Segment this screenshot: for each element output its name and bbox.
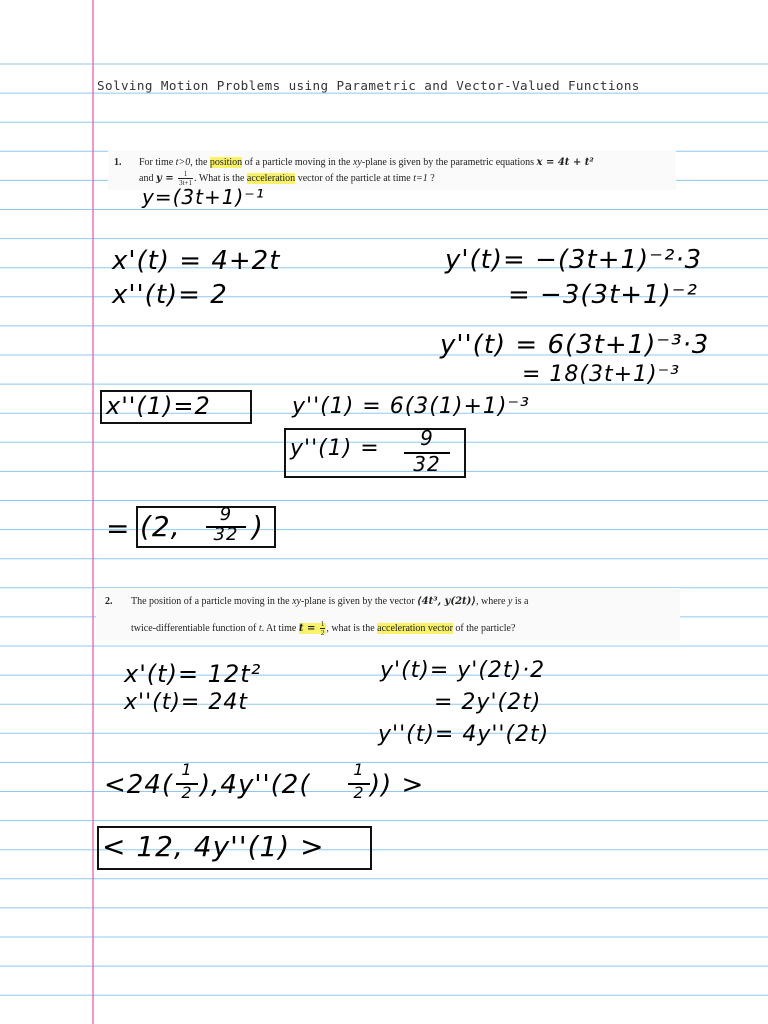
highlight-t-value: t = $\frac{1}{2}$: [298, 620, 325, 637]
hw-y-prime-simplified: = −3(3t+1)⁻²: [508, 280, 698, 310]
problem-2-statement: [96, 588, 680, 642]
hw-x-double-prime-at-1: x''(1)=2: [106, 392, 211, 420]
hw-y-double-prime-simplified: = 18(3t+1)⁻³: [522, 362, 681, 387]
hw-y-prime: y'(t)= −(3t+1)⁻²·3: [445, 245, 703, 275]
page-title: Solving Motion Problems using Parametric and Vector-Valued Functions: [97, 78, 640, 93]
hw-y-rewrite: y=(3t+1)⁻¹: [142, 185, 265, 209]
hw-y-double-prime: y''(t) = 6(3t+1)⁻³·3: [440, 330, 710, 360]
problem-2-number: 2.: [105, 596, 113, 607]
hw-x-prime: x'(t) = 4+2t: [112, 246, 281, 276]
hw-p2-y-double-prime: y''(t)= 4y''(2t): [378, 722, 550, 747]
highlight-position: position: [209, 157, 243, 168]
hw-answer-1-close: ): [252, 510, 264, 543]
hw-y1-numerator: 9: [420, 426, 434, 450]
hw-x-double-prime: x''(t)= 2: [112, 280, 228, 310]
hw-y-double-prime-at-1: y''(1) =: [290, 436, 380, 461]
problem-1-statement: [108, 150, 676, 190]
hw-p2-y-prime: y'(t)= y'(2t)·2: [380, 658, 546, 683]
hw-p2-y-prime-simplified: = 2y'(2t): [434, 690, 542, 715]
x-equation: x = 4t + t²: [536, 157, 594, 168]
hw-y1-denominator: 32: [413, 452, 441, 476]
highlight-acceleration: acceleration: [246, 172, 296, 184]
problem-1-line-2: and y = $\frac{1}{3t+1}$ . What is the acceleration vector of the particle at time t=1 ?: [139, 170, 435, 187]
problem-2-line-1: The position of a particle moving in the xy-plane is given by the vector ⟨4t³, y(2t)⟩, where y is a: [131, 596, 529, 607]
problem-2-line-2: twice-differentiable function of t. At time t = $\frac{1}{2}$ , what is the acceleration vector of the particle?: [131, 620, 516, 637]
hw-y-double-prime-substitution: y''(1) = 6(3(1)+1)⁻³: [292, 394, 530, 419]
hw-answer-1-equals: =: [106, 512, 131, 545]
hw-answer-1-denominator: 32: [213, 524, 239, 545]
hw-p2-x-prime: x'(t)= 12t²: [124, 660, 262, 688]
problem-1-number: 1.: [114, 157, 122, 168]
highlight-acceleration-vector: acceleration vector: [377, 622, 453, 634]
hw-answer-1-open: (2,: [140, 510, 181, 543]
position-vector: ⟨4t³, y(2t)⟩: [417, 596, 476, 607]
y-fraction: $\frac{1}{3t+1}$: [179, 170, 193, 187]
hw-answer-2: < 12, 4y''(1) >: [102, 830, 325, 863]
hw-p2-x-double-prime: x''(t)= 24t: [124, 690, 248, 715]
problem-1-line-1: For time t>0, the position of a particle moving in the xy-plane is given by the parametric equations x = 4t + t²: [139, 157, 594, 168]
hw-answer-1-numerator: 9: [219, 504, 233, 525]
